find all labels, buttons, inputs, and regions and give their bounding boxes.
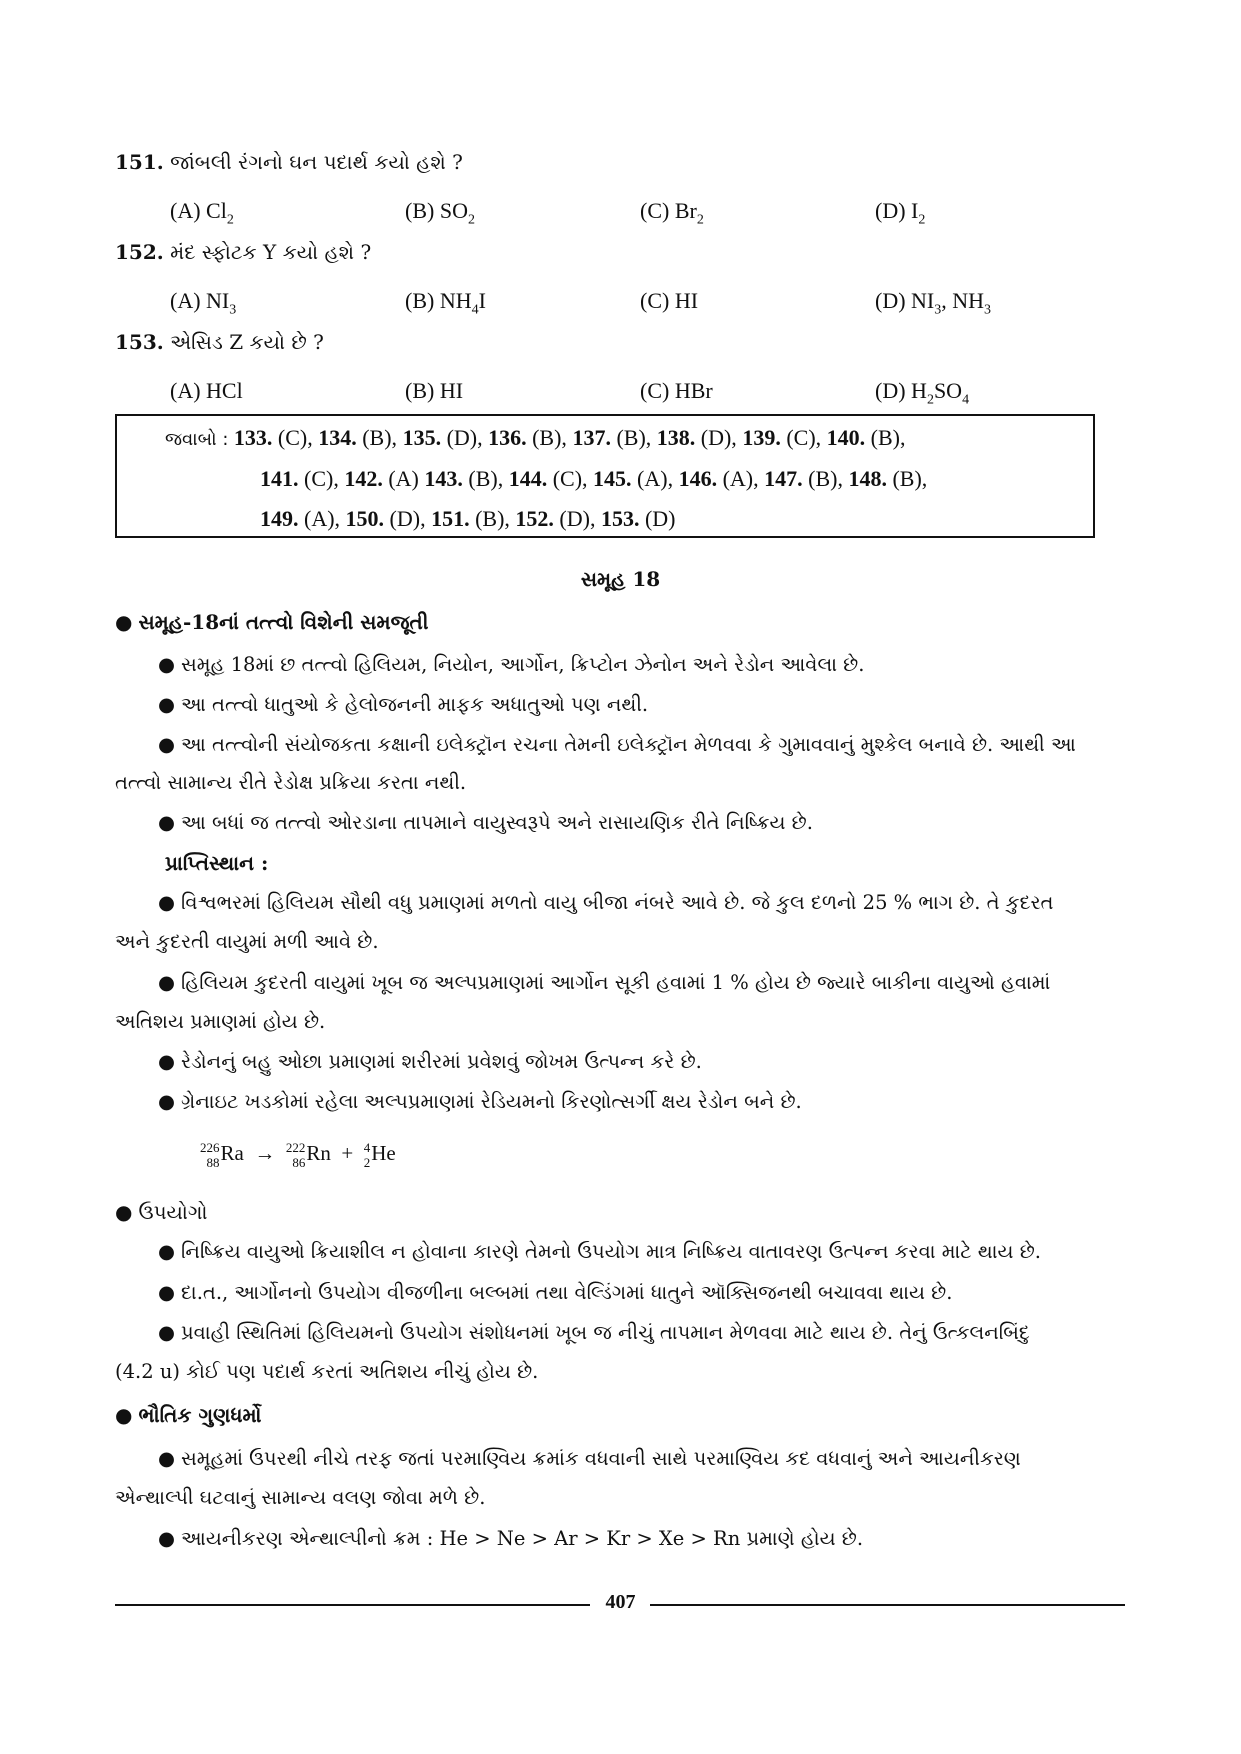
answer-item xyxy=(260,466,344,491)
option-153-d: (D) $H_2SO_4$ xyxy=(875,378,970,408)
bullet-icon: ● xyxy=(158,1050,176,1073)
bullet-icon: ● xyxy=(158,891,176,914)
answer-line-1 xyxy=(165,425,905,451)
bullet-icon: ● xyxy=(158,733,176,756)
option-151-c: (C) $Br_2$ xyxy=(640,198,704,228)
answer-line-3 xyxy=(260,506,676,532)
isotope-numbers: 222 86 xyxy=(285,1140,306,1170)
answer-items xyxy=(260,466,927,491)
answer-option: (D), xyxy=(695,425,743,450)
answer-items xyxy=(260,506,676,531)
answer-option: (A), xyxy=(631,466,679,491)
option-152-c: (C) HI xyxy=(640,288,699,313)
answer-question-number: 142. xyxy=(344,466,383,491)
answer-item xyxy=(260,506,346,531)
answer-question-number: 147. xyxy=(764,466,803,491)
bullet-icon: ● xyxy=(115,1403,133,1427)
question-number: 151. xyxy=(115,150,164,174)
answer-question-number: 140. xyxy=(826,425,866,450)
answer-item xyxy=(572,425,656,450)
answer-option: (B), xyxy=(865,425,906,450)
answer-option: (B), xyxy=(802,466,849,491)
bullet-icon: ● xyxy=(158,971,176,994)
question-151 xyxy=(115,150,463,174)
answer-option: (C), xyxy=(780,425,827,450)
answer-item xyxy=(346,506,432,531)
option-152-a: (A) $NI_3$ xyxy=(170,288,237,318)
answer-question-number: 136. xyxy=(488,425,527,450)
bullet-icon: ● xyxy=(158,1527,176,1550)
option-153-b: (B) HI xyxy=(405,378,464,403)
paragraph: ● વિશ્વભરમાં હિલિયમ સૌથી વધુ પ્રમાણમાં મળતો વાયુ બીજા નંબરે આવે છે. જે કુલ દળનો 25 % ભાગ છે. તે કુદરત xyxy=(158,891,1054,914)
paragraph: ● આ તત્ત્વોની સંયોજકતા કક્ષાની ઇલેક્ટ્રૉન રચના તેમની ઇલેક્ટ્રૉન મેળવવા કે ગુમાવવાનું મુશ્કેલ બનાવે છે. આથી આ xyxy=(158,733,1076,756)
answer-item xyxy=(827,425,906,450)
answer-question-number: 152. xyxy=(515,506,554,531)
answer-item xyxy=(403,425,489,450)
answer-item xyxy=(764,466,848,491)
bullet-icon: ● xyxy=(158,693,176,716)
paragraph: ● નિષ્ક્રિય વાયુઓ ક્રિયાશીલ ન હોવાના કારણે તેમનો ઉપયોગ માત્ર નિષ્ક્રિય વાતાવરણ ઉત્પન્ન કરવા માટે થાય છે. xyxy=(158,1240,1041,1263)
option-151-a: (A) $Cl_2$ xyxy=(170,198,234,228)
answer-option: (A) xyxy=(382,466,425,491)
paragraph: ● આ તત્ત્વો ધાતુઓ કે હેલોજનની માફક અધાતુઓ પણ નથી. xyxy=(158,693,649,716)
isotope-numbers: 4 2 xyxy=(363,1140,371,1170)
answer-question-number: 150. xyxy=(345,506,385,531)
answer-item xyxy=(424,466,508,491)
understanding-heading: ● સમૂહ-18નાં તત્ત્વો વિશેની સમજૂતી xyxy=(115,610,429,634)
paragraph: ● હિલિયમ કુદરતી વાયુમાં ખૂબ જ અલ્પપ્રમાણમાં આર્ગોન સૂકી હવામાં 1 % હોય છે જ્યારે બાકીના વાયુઓ હવામાં xyxy=(158,971,1051,994)
answer-item xyxy=(509,466,593,491)
answer-option: (D), xyxy=(384,506,432,531)
answer-question-number: 148. xyxy=(848,466,887,491)
paragraph: ● આયનીકરણ એન્થાલ્પીનો ક્રમ : He > Ne > Ar > Kr > Xe > Rn પ્રમાણે હોય છે. xyxy=(158,1527,864,1550)
answer-item xyxy=(601,506,676,531)
answer-label: જવાબો : xyxy=(165,429,229,450)
option-152-d: (D) $NI_3$, $NH_3$ xyxy=(875,288,992,318)
answer-question-number: 138. xyxy=(656,425,696,450)
answer-option: (B), xyxy=(610,425,657,450)
question-text: જાંબલી રંગનો ઘન પદાર્થ કયો હશે ? xyxy=(170,150,463,174)
answer-item xyxy=(431,506,515,531)
arrow-icon: → xyxy=(254,1140,276,1165)
bullet-icon: ● xyxy=(158,811,176,834)
answer-line-2 xyxy=(260,466,927,492)
answer-item xyxy=(318,425,402,450)
question-152 xyxy=(115,240,371,264)
option-153-a: (A) HCl xyxy=(170,378,243,403)
answer-option: (D) xyxy=(639,506,676,531)
answer-question-number: 143. xyxy=(424,466,463,491)
answer-question-number: 151. xyxy=(431,506,470,531)
question-number: 152. xyxy=(115,240,164,264)
question-number: 153. xyxy=(115,330,164,354)
answer-option: (D), xyxy=(441,425,489,450)
answer-question-number: 134. xyxy=(318,425,357,450)
answer-item xyxy=(657,425,743,450)
nuclear-equation: 226 88 Ra → 222 86 Rn + 4 2 He xyxy=(200,1140,396,1170)
bullet-icon: ● xyxy=(158,1090,176,1113)
bullet-icon: ● xyxy=(158,1447,176,1470)
uses-heading: ● ઉપયોગો xyxy=(115,1200,208,1224)
paragraph-continuation: (4.2 u) કોઈ પણ પદાર્થ કરતાં અતિશય નીચું હોય છે. xyxy=(115,1360,539,1383)
answer-question-number: 145. xyxy=(593,466,632,491)
answer-question-number: 137. xyxy=(572,425,611,450)
question-text: મંદ સ્ફોટક Y કયો હશે ? xyxy=(170,240,372,264)
answer-question-number: 149. xyxy=(260,506,299,531)
paragraph: ● આ બધાં જ તત્ત્વો ઓરડાના તાપમાને વાયુસ્વરૂપે અને રાસાયણિક રીતે નિષ્ક્રિય છે. xyxy=(158,811,813,834)
answer-items xyxy=(234,425,906,450)
isotope-numbers: 226 88 xyxy=(200,1140,220,1170)
paragraph-continuation: અતિશય પ્રમાણમાં હોય છે. xyxy=(115,1010,326,1033)
bullet-icon: ● xyxy=(158,653,176,676)
page-number: 407 xyxy=(605,1591,636,1613)
answer-question-number: 141. xyxy=(260,466,299,491)
bullet-icon: ● xyxy=(158,1240,176,1263)
answer-item xyxy=(234,425,318,450)
bullet-icon: ● xyxy=(115,610,133,634)
paragraph: ● રેડોનનું બહુ ઓછા પ્રમાણમાં શરીરમાં પ્રવેશવું જોખમ ઉત્પન્ન કરે છે. xyxy=(158,1050,702,1073)
answer-option: (C), xyxy=(547,466,594,491)
answer-question-number: 133. xyxy=(233,425,273,450)
bullet-icon: ● xyxy=(158,1281,176,1304)
answer-item xyxy=(848,466,927,491)
paragraph-continuation: અને કુદરતી વાયુમાં મળી આવે છે. xyxy=(115,930,379,953)
option-151-d: (D) $I_2$ xyxy=(875,198,926,228)
paragraph: ● સમૂહમાં ઉપરથી નીચે તરફ જતાં પરમાણ્વિય ક્રમાંક વધવાની સાથે પરમાણ્વિય કદ વધવાનું અને આયનીકરણ xyxy=(158,1447,1021,1470)
answer-option: (B), xyxy=(526,425,573,450)
section-title: સમૂહ 18 xyxy=(580,567,661,591)
answer-item xyxy=(344,466,424,491)
option-151-b: (B) $SO_2$ xyxy=(405,198,475,228)
answer-item xyxy=(488,425,572,450)
physical-heading: ● ભૌતિક ગુણધર્મો xyxy=(115,1403,262,1427)
answer-item xyxy=(515,506,601,531)
answer-question-number: 144. xyxy=(508,466,548,491)
paragraph: ● પ્રવાહી સ્થિતિમાં હિલિયમનો ઉપયોગ સંશોધનમાં ખૂબ જ નીચું તાપમાન મેળવવા માટે થાય છે. તેનું ઉત્કલનબિંદુ xyxy=(158,1321,1030,1344)
option-152-b: (B) $NH_4I$ xyxy=(405,288,486,318)
answer-option: (B), xyxy=(469,506,516,531)
answer-option: (C), xyxy=(272,425,319,450)
bullet-icon: ● xyxy=(115,1200,133,1224)
answer-option: (C), xyxy=(298,466,345,491)
answer-option: (B), xyxy=(462,466,509,491)
answer-option: (A), xyxy=(298,506,346,531)
answer-question-number: 153. xyxy=(600,506,640,531)
paragraph: ● દા.ત., આર્ગોનનો ઉપયોગ વીજળીના બલ્બમાં તથા વેલ્ડિંગમાં ધાતુને ઑક્સિજનથી બચાવવા થાય છે. xyxy=(158,1281,953,1304)
occurrence-heading: પ્રાપ્તિસ્થાન : xyxy=(165,851,269,875)
question-text: એસિડ Z કયો છે ? xyxy=(170,330,324,354)
paragraph-continuation: એન્થાલ્પી ઘટવાનું સામાન્ય વલણ જોવા મળે છે. xyxy=(115,1486,486,1509)
answer-question-number: 139. xyxy=(742,425,781,450)
paragraph-continuation: તત્ત્વો સામાન્ય રીતે રેડોક્ષ પ્રક્રિયા કરતા નથી. xyxy=(115,771,467,794)
answer-option: (A), xyxy=(717,466,765,491)
answer-question-number: 135. xyxy=(402,425,442,450)
answer-item xyxy=(679,466,765,491)
answer-option: (B), xyxy=(886,466,928,491)
answer-option: (D), xyxy=(553,506,601,531)
bullet-icon: ● xyxy=(158,1321,176,1344)
paragraph: ● ગ્રેનાઇટ ખડકોમાં રહેલા અલ્પપ્રમાણમાં રેડિયમનો કિરણોત્સર્ગી ક્ષય રેડોન બને છે. xyxy=(158,1090,802,1113)
option-153-c: (C) HBr xyxy=(640,378,713,403)
answer-item xyxy=(742,425,826,450)
answer-option: (B), xyxy=(356,425,403,450)
question-153 xyxy=(115,330,324,354)
answer-key-box xyxy=(115,414,1095,538)
answer-question-number: 146. xyxy=(678,466,718,491)
answer-item xyxy=(593,466,679,491)
paragraph: ● સમૂહ 18માં છ તત્ત્વો હિલિયમ, નિયોન, આર્ગોન, ક્રિપ્ટોન ઝેનોન અને રેડોન આવેલા છે. xyxy=(158,653,865,676)
